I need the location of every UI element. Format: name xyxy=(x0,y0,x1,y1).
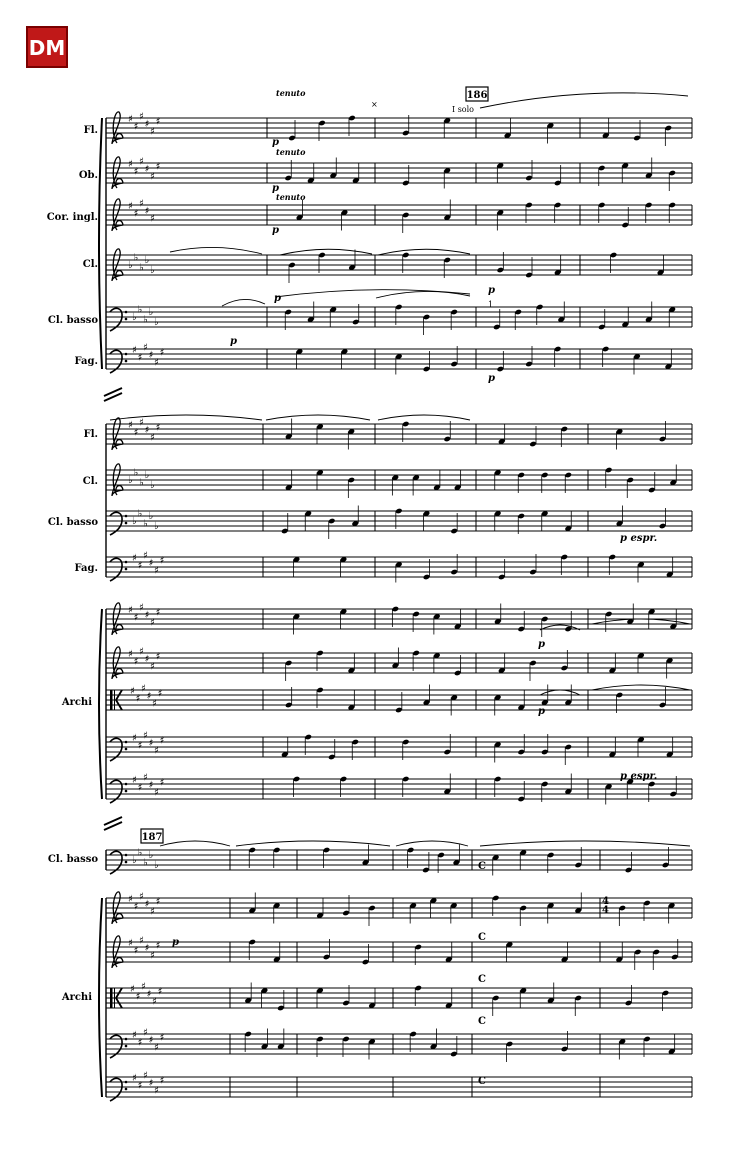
flat-icon: ♭ xyxy=(154,860,159,871)
sharp-icon: ♯ xyxy=(132,733,137,744)
flat-icon: ♭ xyxy=(154,317,159,328)
instrument-label-flute: Fl. xyxy=(83,125,98,136)
slur xyxy=(236,841,390,846)
sharp-icon: ♯ xyxy=(159,555,165,567)
sharp-icon: ♯ xyxy=(154,1042,159,1054)
bass-clef-dot xyxy=(125,1045,128,1048)
sharp-icon: ♯ xyxy=(128,114,133,125)
tenuto-marking-cor-anglais: tenuto xyxy=(276,192,306,202)
sharp-icon: ♯ xyxy=(132,775,137,786)
instrument-label-bass-clarinet: Cl. basso xyxy=(47,315,98,326)
sharp-icon: ♯ xyxy=(137,1080,143,1092)
sharp-icon: ♯ xyxy=(148,1078,154,1089)
sharp-icon: ♯ xyxy=(148,780,154,791)
strings-bracket xyxy=(99,898,102,1097)
sharp-icon: ♯ xyxy=(155,161,161,173)
group-label-strings: Archi xyxy=(61,697,92,708)
flat-icon: ♭ xyxy=(132,855,137,866)
time-signature-common: C xyxy=(478,861,486,872)
bass-clef-dot xyxy=(125,311,128,314)
sharp-icon: ♯ xyxy=(144,425,150,436)
slur xyxy=(266,415,370,420)
sharp-icon: ♯ xyxy=(155,940,161,952)
sharp-icon: ♯ xyxy=(143,730,148,742)
strings-bracket xyxy=(99,609,102,799)
sharp-icon: ♯ xyxy=(141,683,146,695)
sharp-icon: ♯ xyxy=(146,989,152,1000)
sharp-icon: ♯ xyxy=(137,560,143,572)
sharp-icon: ♯ xyxy=(148,738,154,749)
slur xyxy=(275,290,470,297)
slur xyxy=(480,93,688,108)
rehearsal-mark-186: 186 xyxy=(466,90,488,101)
flat-icon: ♭ xyxy=(137,847,143,859)
bass-clef-dot xyxy=(125,318,128,321)
slur xyxy=(396,841,468,846)
sharp-icon: ♯ xyxy=(132,1030,137,1041)
slur xyxy=(160,841,230,846)
flat-icon: ♭ xyxy=(143,857,148,869)
sharp-icon: ♯ xyxy=(143,550,148,562)
sharp-icon: ♯ xyxy=(128,938,133,949)
sharp-icon: ♯ xyxy=(137,740,143,752)
bass-clef-dot xyxy=(125,741,128,744)
flat-icon: ♭ xyxy=(148,307,154,318)
flat-icon: ♭ xyxy=(148,511,154,522)
dynamic-p: p xyxy=(538,639,545,650)
flat-icon: ♭ xyxy=(139,262,144,274)
sharp-icon: ♯ xyxy=(144,164,150,175)
dynamic-p: p xyxy=(272,137,279,148)
sharp-icon: ♯ xyxy=(155,116,161,128)
system-2 xyxy=(48,429,98,708)
sharp-icon: ♯ xyxy=(128,420,133,431)
sharp-icon: ♯ xyxy=(139,111,144,123)
dynamic-p: p xyxy=(488,285,495,296)
logo-text: DM xyxy=(28,36,66,60)
sharp-icon: ♯ xyxy=(139,602,144,614)
sharp-icon: ♯ xyxy=(148,350,154,361)
sharp-icon: ♯ xyxy=(137,782,143,794)
flat-icon: ♭ xyxy=(133,467,139,479)
sharp-icon: ♯ xyxy=(159,735,165,747)
flat-icon: ♭ xyxy=(133,252,139,264)
sharp-icon: ♯ xyxy=(148,1035,154,1046)
bass-clef-dot xyxy=(125,353,128,356)
bass-clef-dot xyxy=(125,522,128,525)
flat-icon: ♭ xyxy=(132,312,137,323)
sharp-icon: ♯ xyxy=(144,654,150,665)
sharp-icon: ♯ xyxy=(152,996,157,1008)
sharp-icon: ♯ xyxy=(132,1073,137,1084)
time-signature-denominator: 4 xyxy=(602,905,609,916)
bass-clef-dot xyxy=(125,854,128,857)
sharp-icon: ♯ xyxy=(139,417,144,429)
dynamic-p-espressivo: p espr. xyxy=(620,533,658,544)
instrument-label-clarinet: Cl. xyxy=(82,259,98,270)
system-divider xyxy=(104,817,122,830)
time-signature-common: C xyxy=(478,974,486,985)
sharp-icon: ♯ xyxy=(144,206,150,217)
dynamic-p-espressivo: p espr. xyxy=(620,771,658,782)
bass-clef-dot xyxy=(125,568,128,571)
system-1 xyxy=(47,125,99,367)
bass-clef-dot xyxy=(125,790,128,793)
sharp-icon: ♯ xyxy=(141,981,146,993)
slur xyxy=(378,249,470,255)
dynamic-p: p xyxy=(274,293,281,304)
sharp-icon: ♯ xyxy=(133,901,139,913)
sharp-icon: ♯ xyxy=(154,565,159,577)
tenuto-marking-oboe: tenuto xyxy=(276,147,306,157)
sharp-icon: ♯ xyxy=(150,171,155,183)
alto-clef-icon xyxy=(110,690,113,710)
sharp-icon: ♯ xyxy=(148,558,154,569)
dynamic-p: p xyxy=(272,225,279,236)
sharp-icon: ♯ xyxy=(159,347,165,359)
bass-clef-dot xyxy=(125,861,128,864)
bass-clef-dot xyxy=(125,1088,128,1091)
sharp-icon: ♯ xyxy=(152,698,157,710)
sharp-icon: ♯ xyxy=(150,126,155,138)
flat-icon: ♭ xyxy=(137,508,143,520)
sharp-icon: ♯ xyxy=(144,610,150,621)
sharp-icon: ♯ xyxy=(137,1037,143,1049)
sharp-icon: ♯ xyxy=(155,651,161,663)
cross-marking: × xyxy=(371,100,378,109)
sharp-icon: ♯ xyxy=(132,553,137,564)
time-signature-numerator: 4 xyxy=(602,896,609,907)
alto-clef-icon xyxy=(110,988,113,1008)
group-label-strings: Archi xyxy=(61,992,92,1003)
sharp-icon: ♯ xyxy=(157,986,163,998)
flat-icon: ♭ xyxy=(154,521,159,532)
sharp-icon: ♯ xyxy=(133,208,139,220)
flat-icon: ♭ xyxy=(150,480,155,491)
solo-marking: I solo xyxy=(452,105,474,114)
flat-icon: ♭ xyxy=(148,850,154,861)
sharp-icon: ♯ xyxy=(133,121,139,133)
alto-clef-icon xyxy=(114,690,115,710)
instrument-label-cor-anglais: Cor. ingl. xyxy=(46,212,98,223)
system-bracket xyxy=(99,118,102,369)
system-divider xyxy=(104,388,122,401)
sharp-icon: ♯ xyxy=(135,693,141,705)
sharp-icon: ♯ xyxy=(150,432,155,444)
sharp-icon: ♯ xyxy=(154,357,159,369)
flat-icon: ♭ xyxy=(139,477,144,489)
sharp-icon: ♯ xyxy=(128,201,133,212)
flat-icon: ♭ xyxy=(132,516,137,527)
dynamic-p: p xyxy=(488,373,495,384)
bass-clef-dot xyxy=(125,748,128,751)
sharp-icon: ♯ xyxy=(154,787,159,799)
slur xyxy=(280,249,372,255)
bass-clef-dot xyxy=(125,360,128,363)
sharp-icon: ♯ xyxy=(133,612,139,624)
sharp-icon: ♯ xyxy=(143,1027,148,1039)
sharp-icon: ♯ xyxy=(146,691,152,702)
sharp-icon: ♯ xyxy=(159,1032,165,1044)
flat-icon: ♭ xyxy=(137,304,143,316)
sharp-icon: ♯ xyxy=(155,896,161,908)
sharp-icon: ♯ xyxy=(128,159,133,170)
slur xyxy=(222,299,265,306)
sharp-icon: ♯ xyxy=(155,607,161,619)
sharp-icon: ♯ xyxy=(154,745,159,757)
sharp-icon: ♯ xyxy=(139,935,144,947)
dynamic-p: p xyxy=(272,183,279,194)
instrument-label-clarinet: Cl. xyxy=(82,476,98,487)
slur xyxy=(378,415,470,420)
instrument-label-bassoon: Fag. xyxy=(74,356,98,367)
time-signature-common: C xyxy=(478,1076,486,1087)
sharp-icon: ♯ xyxy=(150,906,155,918)
sharp-icon: ♯ xyxy=(144,943,150,954)
slur xyxy=(480,841,690,846)
instrument-label-bassoon: Fag. xyxy=(74,563,98,574)
slur xyxy=(170,247,262,254)
voice-number: 1 xyxy=(488,300,494,309)
dynamic-p: p xyxy=(230,336,237,347)
slur xyxy=(540,690,580,695)
sharp-icon: ♯ xyxy=(139,198,144,210)
flat-icon: ♭ xyxy=(128,260,133,271)
sharp-icon: ♯ xyxy=(128,605,133,616)
dynamic-p: p xyxy=(172,937,179,948)
sharp-icon: ♯ xyxy=(137,352,143,364)
notation xyxy=(104,93,690,1101)
sharp-icon: ♯ xyxy=(128,649,133,660)
sharp-icon: ♯ xyxy=(150,213,155,225)
bass-clef-dot xyxy=(125,1038,128,1041)
sharp-icon: ♯ xyxy=(159,777,165,789)
sharp-icon: ♯ xyxy=(133,656,139,668)
alto-clef-icon xyxy=(114,988,115,1008)
sharp-icon: ♯ xyxy=(139,646,144,658)
sharp-icon: ♯ xyxy=(130,984,135,995)
tenuto-marking-flute: tenuto xyxy=(276,88,306,98)
sharp-icon: ♯ xyxy=(139,156,144,168)
sharp-icon: ♯ xyxy=(130,686,135,697)
dynamic-p: p xyxy=(538,706,545,717)
sharp-icon: ♯ xyxy=(144,119,150,130)
sharp-icon: ♯ xyxy=(154,1085,159,1097)
instrument-label-flute: Fl. xyxy=(83,429,98,440)
sharp-icon: ♯ xyxy=(143,1070,148,1082)
instrument-label-oboe: Ob. xyxy=(78,170,98,181)
sharp-icon: ♯ xyxy=(155,422,161,434)
flat-icon: ♭ xyxy=(144,470,150,481)
bass-clef-dot xyxy=(125,515,128,518)
sharp-icon: ♯ xyxy=(143,772,148,784)
instrument-label-bass-clarinet: Cl. basso xyxy=(47,854,98,865)
sharp-icon: ♯ xyxy=(157,688,163,700)
sharp-icon: ♯ xyxy=(159,1075,165,1087)
flat-icon: ♭ xyxy=(128,475,133,486)
flat-icon: ♭ xyxy=(143,314,148,326)
slur xyxy=(592,619,690,624)
system-3 xyxy=(48,854,98,1003)
sharp-icon: ♯ xyxy=(135,991,141,1003)
sharp-icon: ♯ xyxy=(150,950,155,962)
flat-icon: ♭ xyxy=(143,518,148,530)
sharp-icon: ♯ xyxy=(132,345,137,356)
sharp-icon: ♯ xyxy=(139,891,144,903)
instrument-label-bass-clarinet: Cl. basso xyxy=(47,517,98,528)
bass-clef-dot xyxy=(125,1081,128,1084)
slur xyxy=(592,685,690,690)
sharp-icon: ♯ xyxy=(128,894,133,905)
sharp-icon: ♯ xyxy=(144,899,150,910)
sharp-icon: ♯ xyxy=(133,945,139,957)
sharp-icon: ♯ xyxy=(150,617,155,629)
bass-clef-dot xyxy=(125,783,128,786)
rehearsal-mark-187: 187 xyxy=(141,832,163,843)
sharp-icon: ♯ xyxy=(133,427,139,439)
flat-icon: ♭ xyxy=(150,265,155,276)
sharp-icon: ♯ xyxy=(150,661,155,673)
bass-clef-dot xyxy=(125,561,128,564)
time-signature-common: C xyxy=(478,1016,486,1027)
sharp-icon: ♯ xyxy=(133,166,139,178)
flat-icon: ♭ xyxy=(144,255,150,266)
sharp-icon: ♯ xyxy=(143,342,148,354)
time-signature-common: C xyxy=(478,932,486,943)
